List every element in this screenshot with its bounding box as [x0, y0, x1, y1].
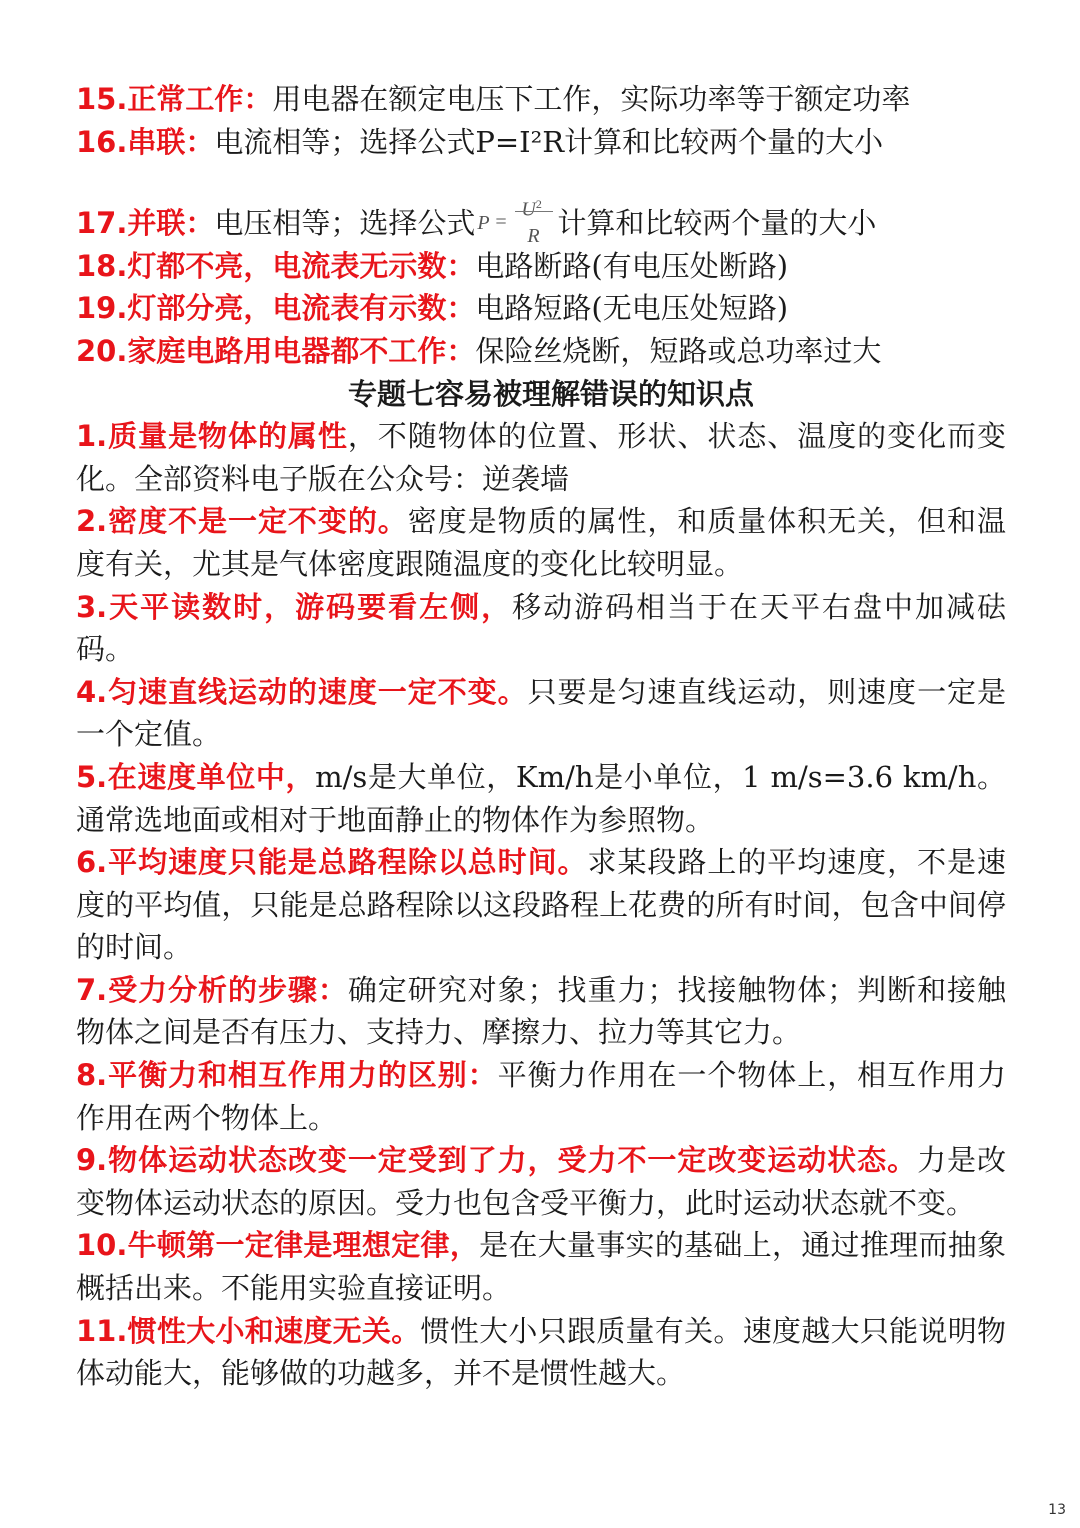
item-lead: 5.在速度单位中，	[76, 759, 316, 794]
item-lead: 2.密度不是一定不变的。	[76, 504, 408, 539]
point-7	[76, 969, 1006, 1054]
item-text: 求某段路上的平均速度，不是速度的平均值，只能是总路程除以这段路程上花费的所有时间，包含中间停的时间。	[76, 845, 1006, 965]
item-16	[76, 121, 1006, 164]
item-lead: 18.灯都不亮，电流表无示数：	[76, 248, 476, 283]
item-17	[76, 189, 1006, 248]
point-4	[76, 671, 1006, 756]
item-text: 保险丝烧断，短路或总功率过大	[475, 333, 882, 368]
document-page	[76, 78, 1006, 1395]
item-lead: 10.牛顿第一定律是理想定律，	[76, 1228, 480, 1263]
point-9	[76, 1139, 1006, 1224]
page-number: 13	[1048, 1502, 1066, 1518]
item-lead: 8.平衡力和相互作用力的区别：	[76, 1058, 498, 1093]
item-lead: 3.天平读数时，游码要看左侧，	[76, 589, 513, 624]
item-text: 电流相等；选择公式P=I²R计算和比较两个量的大小	[214, 124, 884, 159]
item-lead: 7.受力分析的步骤：	[76, 972, 348, 1007]
item-lead: 11.惯性大小和速度无关。	[76, 1313, 421, 1348]
item-text-after: 计算和比较两个量的大小	[557, 206, 877, 241]
item-19	[76, 287, 1006, 330]
item-lead: 16.串联：	[76, 124, 215, 159]
point-3	[76, 586, 1006, 671]
item-lead: 15.正常工作：	[76, 82, 273, 116]
fraction-bar	[515, 211, 553, 212]
item-text: 平衡力作用在一个物体上，相互作用力作用在两个物体上。	[76, 1058, 1006, 1135]
item-text: m/s是大单位，Km/h是小单位，1 m/s=3.6 km/h。通常选地面或相对于地面静止的物体作为参照物。	[76, 759, 1006, 837]
item-text: 用电器在额定电压下工作，实际功率等于额定功率	[272, 82, 911, 116]
point-8	[76, 1054, 1006, 1139]
item-text: 移动游码相当于在天平右盘中加减砝码。	[76, 589, 1006, 667]
item-lead: 9.物体运动状态改变一定受到了力，受力不一定改变运动状态。	[76, 1143, 918, 1178]
item-lead: 19.灯部分亮，电流表有示数：	[76, 291, 476, 326]
point-2	[76, 500, 1006, 585]
point-1	[76, 415, 1006, 500]
item-lead: 1.质量是物体的属性	[76, 419, 348, 454]
item-20	[76, 330, 1006, 373]
section-title: 专题七容易被理解错误的知识点	[347, 376, 754, 411]
item-text: 是在大量事实的基础上，通过推理而抽象概括出来。不能用实验直接证明。	[76, 1228, 1006, 1306]
formula-p: P	[477, 212, 490, 235]
point-5	[76, 756, 1006, 841]
item-text: 电路短路(无电压处短路)	[475, 291, 789, 326]
point-11	[76, 1310, 1006, 1395]
item-lead: 17.并联：	[76, 206, 215, 241]
item-text: 确定研究对象；找重力；找接触物体；判断和接触物体之间是否有压力、支持力、摩擦力、拉力等其它力。	[76, 972, 1006, 1050]
item-text: 惯性大小只跟质量有关。速度越大只能说明物体动能大，能够做的功越多，并不是惯性越大。	[76, 1313, 1006, 1391]
item-text: 力是改变物体运动状态的原因。受力也包含受平衡力，此时运动状态就不变。	[76, 1143, 1006, 1220]
power-formula	[477, 189, 555, 248]
item-18	[76, 245, 1006, 288]
item-text: 电压相等；选择公式	[214, 206, 476, 241]
item-15	[76, 78, 1006, 121]
point-6	[76, 841, 1006, 969]
item-lead: 6.平均速度只能是总路程除以总时间。	[76, 845, 588, 880]
item-text: 密度是物质的属性，和质量体积无关，但和温度有关，尤其是气体密度跟随温度的变化比较明显。	[76, 504, 1006, 581]
item-lead: 20.家庭电路用电器都不工作：	[76, 333, 476, 368]
item-text: 电路断路(有电压处断路)	[475, 248, 789, 283]
item-text: ，不随物体的位置、形状、状态、温度的变化而变化。全部资料电子版在公众号：逆袭墙	[76, 419, 1006, 496]
formula-u: U	[521, 198, 536, 221]
item-lead: 4.匀速直线运动的速度一定不变。	[76, 674, 528, 709]
formula-exponent: 2	[535, 197, 542, 212]
point-10	[76, 1224, 1006, 1309]
formula-denominator: R	[527, 225, 540, 248]
item-text: 只要是匀速直线运动，则速度一定是一个定值。	[76, 674, 1006, 752]
formula-equals: =	[495, 211, 507, 234]
